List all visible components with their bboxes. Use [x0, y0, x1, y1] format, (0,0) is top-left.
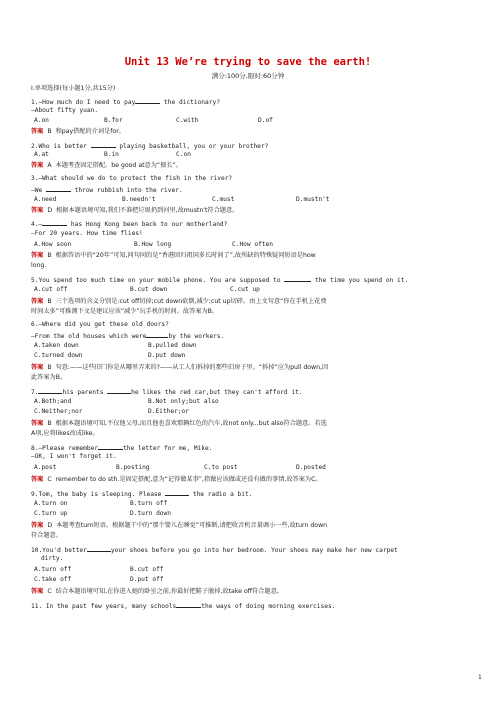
answer-blank	[46, 185, 71, 192]
question-5-option-c: C.cut up	[230, 286, 260, 293]
question-6-reply: —From the old houses which were by the workers.	[31, 333, 225, 340]
question-6-option-c: C.turned down	[34, 352, 83, 359]
question-7-option-c: C.Neither;nor	[34, 408, 83, 415]
question-7-answer-cont: A项,应将likes改成like。	[31, 430, 99, 437]
question-9-option-b: B.turn off	[130, 500, 168, 507]
question-9-option-c: C.turn up	[34, 510, 68, 517]
question-4-reply: —For 20 years. How time flies!	[31, 230, 143, 237]
question-8-option-d: D.posted	[296, 464, 326, 471]
answer-blank	[146, 331, 168, 338]
question-3-stem: 3.—What should we do to protect the fish in the river?	[31, 175, 233, 182]
answer-blank	[135, 97, 160, 104]
question-2-option-c: C.on	[176, 151, 191, 158]
question-3-reply: —We throw rubbish into the river.	[31, 187, 183, 194]
question-9-option-a: A.turn on	[34, 500, 68, 507]
question-1-reply: —About fifty yuan.	[31, 107, 99, 114]
answer-blank	[98, 443, 123, 450]
question-10-option-c: C.take off	[34, 576, 72, 583]
section-heading: Ⅰ.单项选择(每小题1分,共15分)	[31, 85, 116, 92]
answer-blank	[107, 387, 131, 394]
question-11-stem: 11. In the past few years, many schools the ways of doing morning exercises.	[31, 603, 336, 610]
question-4-option-a: A.How soon	[34, 241, 72, 248]
question-6-answer-cont: 此答案为B。	[31, 374, 67, 381]
question-10-stem: 10.You'd better your shoes before you go into her bedroom. Your shoes may make her new carpet	[31, 547, 398, 554]
question-3-option-b: B.needn't	[122, 196, 156, 203]
page-number: 1	[478, 674, 482, 681]
answer-blank	[91, 141, 116, 148]
answer-blank	[165, 489, 189, 496]
question-2-option-a: A.at	[34, 151, 49, 158]
question-6-option-a: A.taken down	[34, 342, 79, 349]
question-10-option-d: D.put off	[130, 576, 164, 583]
question-3-option-a: A.need	[34, 196, 57, 203]
question-1-option-d: D.of	[258, 117, 273, 124]
question-4-option-b: B.How long	[134, 241, 172, 248]
question-2-answer: 答案 A 本题考查固定搭配。be good at意为“擅长”。	[31, 162, 182, 169]
question-2-stem: 2.Who is better playing basketball, you or your brother?	[31, 143, 269, 150]
question-5-option-b: B.cut down	[130, 286, 168, 293]
question-9-option-d: D.turn down	[130, 510, 171, 517]
question-8-answer: 答案 C remember to do sth.是固定搭配,意为“记得做某事”,指做应该做或还没有做的事情,故答案为C。	[31, 476, 322, 483]
answer-blank	[284, 275, 311, 282]
question-6-option-b: B.pulled down	[148, 342, 197, 349]
question-1-option-a: A.on	[34, 117, 49, 124]
question-8-option-c: C.to post	[204, 464, 238, 471]
question-9-answer-cont: 符合题意。	[31, 532, 62, 539]
question-7-option-d: D.Either;or	[148, 408, 189, 415]
answer-blank	[176, 601, 201, 608]
question-7-answer: 答案 B 根据本题语境可知,不仅他父母,而且他也喜欢那辆红色的汽车,故not only...but also符合题意。若选	[31, 420, 327, 427]
question-7-option-b: B.Not only;but also	[148, 398, 219, 405]
question-3-option-c: C.must	[212, 196, 235, 203]
question-8-option-a: A.post	[34, 464, 57, 471]
question-10-answer: 答案 C 结合本题语境可知,在你进入她的卧室之前,你最好把鞋子脱掉,故take off符合题意。	[31, 588, 283, 595]
question-7-option-a: A.Both;and	[34, 398, 72, 405]
question-5-stem: 5.You spend too much time on your mobile phone. You are supposed to the time you spend on it.	[31, 277, 409, 284]
question-9-stem: 9.Tom, the baby is sleeping. Please the radio a bit.	[31, 491, 253, 498]
answer-blank	[42, 219, 67, 226]
question-5-answer-cont: 时间太多”可推测下文是建议应该“减少”玩手机的时间。故答案为B。	[31, 308, 219, 315]
question-6-stem: 6.—Where did you get these old doors?	[31, 321, 169, 328]
question-6-answer: 答案 B 句意:——这些旧门你是从哪里弄来的?——从工人们拆掉的那些旧房子里。“拆掉”应为pull down,因	[31, 364, 329, 371]
question-9-answer: 答案 D 本题考查turn短语。根据题干中的“那个婴儿在睡觉”可推断,请把收音机音量调小一些,故turn down	[31, 522, 328, 529]
question-10-stem-cont: dirty.	[41, 555, 64, 562]
question-8-option-b: B.posting	[116, 464, 150, 471]
question-10-option-a: A.turn off	[34, 566, 72, 573]
question-3-option-d: D.mustn't	[296, 196, 330, 203]
question-10-option-b: B.cut off	[130, 566, 164, 573]
question-5-option-a: A.cut off	[34, 286, 68, 293]
question-6-option-d: D.put down	[148, 352, 186, 359]
answer-blank	[38, 387, 62, 394]
question-8-reply: —OK, I won't forget it.	[31, 453, 117, 460]
question-2-option-b: B.in	[104, 151, 119, 158]
score-time-info: 满分:100分,限时:60分钟	[211, 72, 285, 80]
question-4-stem: 4.— has Hong Kong been back to our motherland?	[31, 221, 228, 228]
question-7-stem: 7. his parents he likes the red car,but they can't afford it.	[31, 389, 303, 396]
question-3-answer: 答案 D 根据本题语境可知,我们不准把垃圾扔到河里,故mustn't符合题意。	[31, 207, 239, 214]
question-1-answer: 答案 B 和pay搭配的介词是for。	[31, 128, 125, 135]
question-1-option-c: C.with	[176, 117, 199, 124]
question-8-stem: 8.—Please remember the letter for me, Mike.	[31, 445, 213, 452]
question-4-answer: 答案 B 根据答语中的“20年”可知,问句问的是“香港回归祖国多长时间了”,故所缺的特殊疑问短语是how	[31, 252, 316, 259]
question-4-answer-cont: long.	[31, 262, 47, 269]
question-4-option-c: C.How often	[232, 241, 273, 248]
answer-blank	[87, 545, 111, 552]
page-title: Unit 13 We’re trying to save the earth!	[124, 56, 372, 68]
question-1-stem: 1.—How much do I need to pay the dictionary?	[31, 99, 220, 106]
question-1-option-b: B.for	[104, 117, 123, 124]
question-5-answer: 答案 B 三个选项的含义分别是:cut off切掉;cut down砍倒,减少;cut up切碎。由上文句意“你在手机上花费	[31, 298, 327, 305]
